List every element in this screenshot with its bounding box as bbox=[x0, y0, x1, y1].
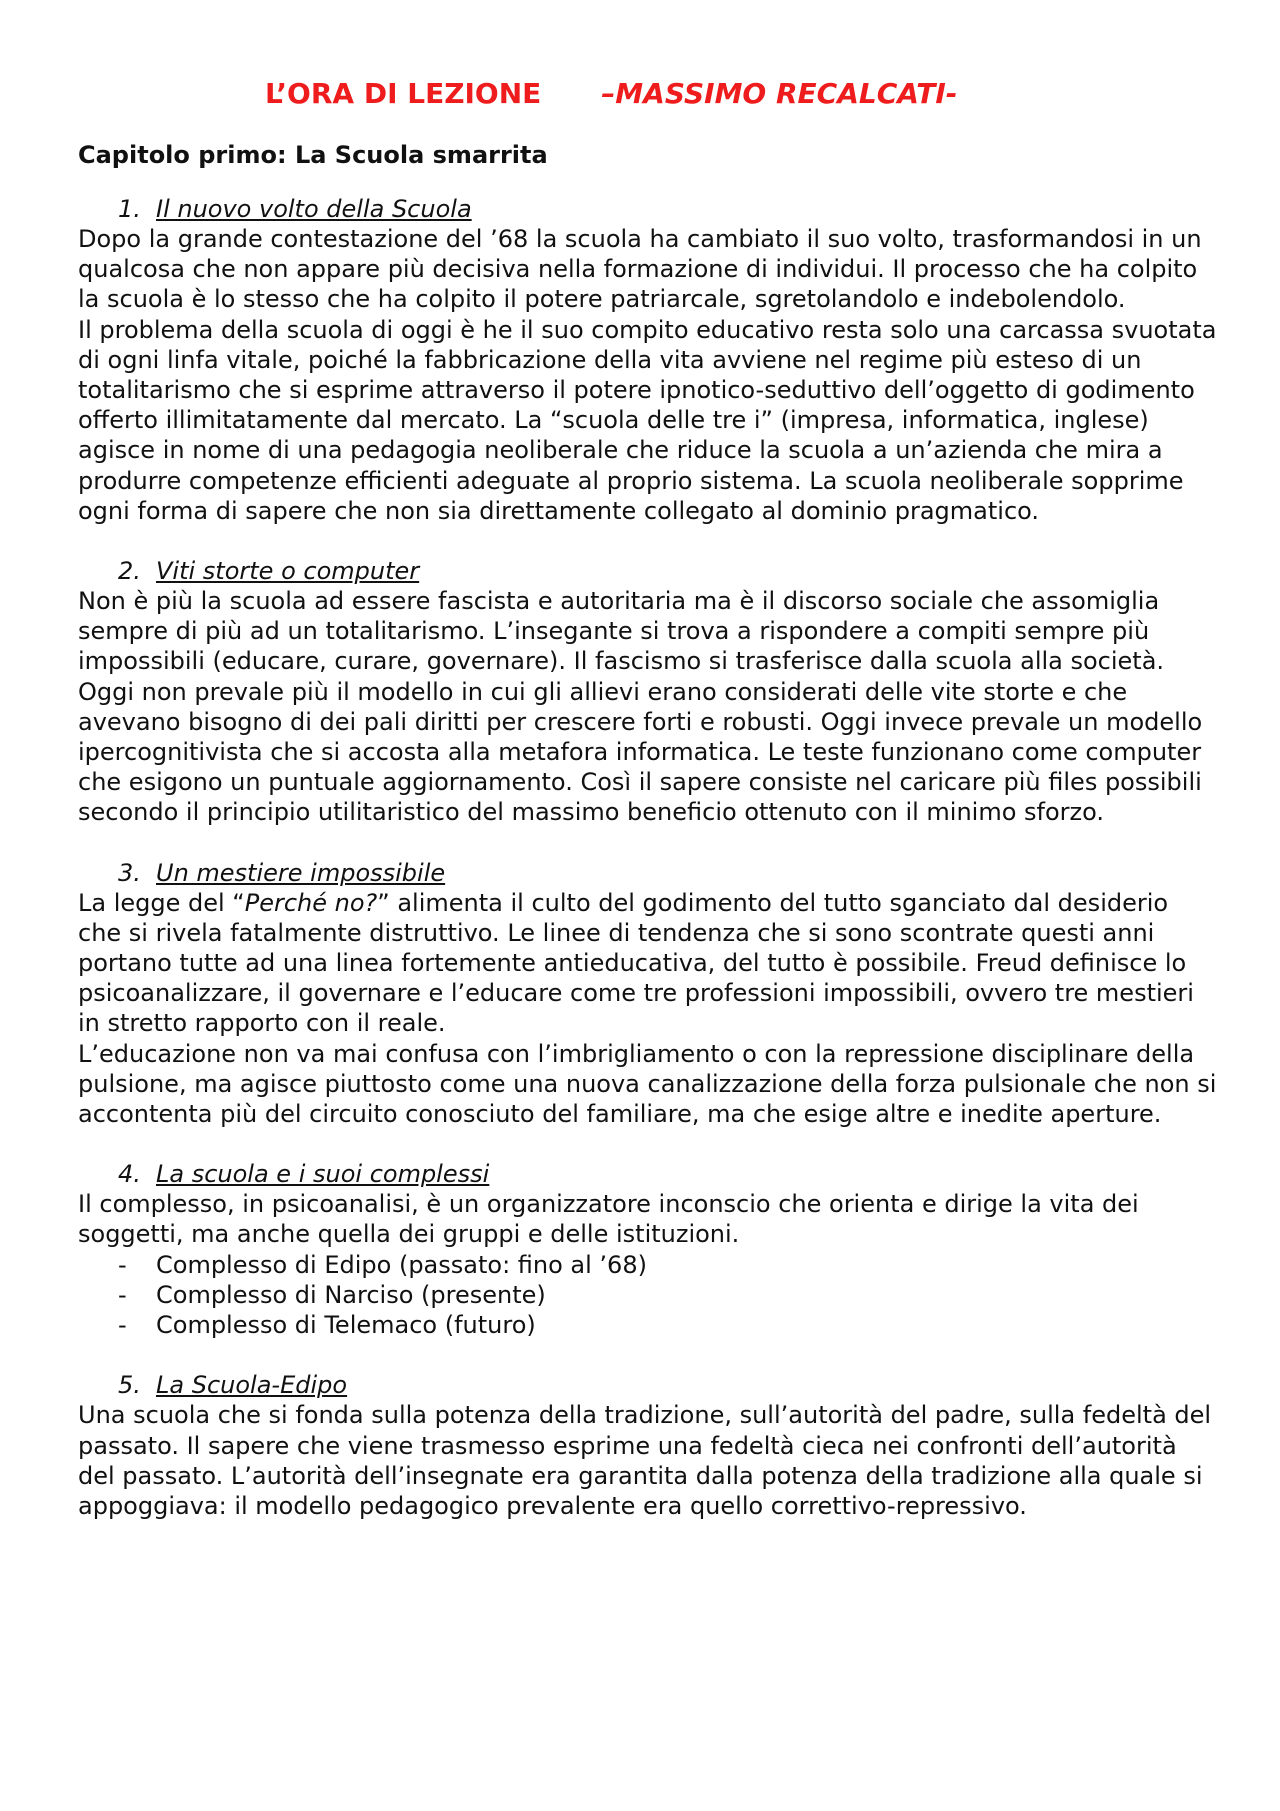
list-item bbox=[78, 1310, 1218, 1340]
chapter-heading: Capitolo primo: La Scuola smarrita bbox=[78, 141, 548, 169]
section-heading bbox=[78, 1370, 1218, 1400]
paragraph: Dopo la grande contestazione del ’68 la scuola ha cambiato il suo volto, trasformandosi in un qualcosa che non appare più decisiva nella formazione di individui. Il processo che ha colpito la scuola è lo stesso che ha colpito il potere patriarcale, sgretolandolo e indebolendolo. bbox=[78, 225, 1202, 314]
emphasis-text: Perché no? bbox=[244, 888, 378, 917]
title-author: –MASSIMO RECALCATI- bbox=[601, 77, 958, 110]
list-item-text: Complesso di Edipo (passato: fino al ’68) bbox=[156, 1250, 647, 1279]
list-item-text: Complesso di Narciso (presente) bbox=[156, 1280, 546, 1309]
section-1 bbox=[78, 194, 1218, 526]
document-title bbox=[78, 76, 1218, 112]
section-number: 3. bbox=[118, 858, 141, 887]
section-heading bbox=[78, 1159, 1218, 1189]
section-number: 2. bbox=[118, 557, 141, 586]
paragraph: Una scuola che si fonda sulla potenza della tradizione, sull’autorità del padre, sulla fedeltà del passato. Il sapere che viene trasmesso esprime una fedeltà cieca nei confronti dell’autorità del passato. L’autorità dell’insegnate era garantita dalla potenza della tradizione alla quale si appoggiava: il modello pedagogico prevalente era quello correttivo-repressivo. bbox=[78, 1401, 1212, 1520]
dash-bullet: - bbox=[118, 1280, 127, 1309]
list-item bbox=[78, 1280, 1218, 1310]
list-item-text: Complesso di Telemaco (futuro) bbox=[156, 1311, 536, 1340]
document-page bbox=[78, 76, 1218, 1551]
section-3 bbox=[78, 858, 1218, 1130]
section-heading bbox=[78, 556, 1218, 586]
list-item bbox=[78, 1250, 1218, 1280]
text-run: ” alimenta il culto del godimento del tutto sganciato dal desiderio che si rivela fatalmente distruttivo. Le linee di tendenza che si sono scontrate questi anni portano tutte ad una linea fortemente antieducativa, del tutto è possibile. Freud definisce lo psicoanalizzare, il governare e l’educare come tre professioni impossibili, ovvero tre mestieri in stretto rapporto con il reale. bbox=[78, 888, 1194, 1038]
section-number: 5. bbox=[118, 1371, 141, 1400]
dash-list bbox=[78, 1250, 1218, 1341]
paragraph: L’educazione non va mai confusa con l’imbrigliamento o con la repressione disciplinare della pulsione, ma agisce piuttosto come una nuova canalizzazione della forza pulsionale che non si accontenta più del circuito conosciuto del familiare, ma che esige altre e inedite aperture. bbox=[78, 1039, 1217, 1129]
title-main: L’ORA DI LEZIONE bbox=[265, 77, 542, 110]
text-run: La legge del “ bbox=[78, 888, 245, 917]
section-title: La Scuola-Edipo bbox=[156, 1371, 348, 1400]
paragraph bbox=[78, 888, 1218, 1039]
paragraph: Il complesso, in psicoanalisi, è un organizzatore inconscio che orienta e dirige la vita dei soggetti, ma anche quella dei gruppi e delle istituzioni. bbox=[78, 1190, 1139, 1249]
section-title: La scuola e i suoi complessi bbox=[156, 1160, 490, 1189]
section-number: 1. bbox=[118, 195, 141, 223]
dash-bullet: - bbox=[118, 1311, 127, 1340]
section-4 bbox=[78, 1159, 1218, 1340]
section-number: 4. bbox=[118, 1160, 141, 1189]
section-2 bbox=[78, 556, 1218, 828]
section-title: Viti storte o computer bbox=[156, 557, 420, 586]
paragraph: Non è più la scuola ad essere fascista e autoritaria ma è il discorso sociale che assomiglia sempre di più ad un totalitarismo. L’insegante si trova a rispondere a compiti sempre più impossibili (educare, curare, governare). Il fascismo si trasferisce dalla scuola alla società. Oggi non prevale più il modello in cui gli allievi erano considerati delle vite storte e che avevano bisogno di dei pali diritti per crescere forti e robusti. Oggi invece prevale un modello ipercognitivista che si accosta alla metafora informatica. Le teste funzionano come computer che esigono un puntuale aggiornamento. Così il sapere consiste nel caricare più files possibili secondo il principio utilitaristico del massimo beneficio ottenuto con il minimo sforzo. bbox=[78, 587, 1203, 827]
section-title: Il nuovo volto della Scuola bbox=[156, 195, 472, 223]
section-title: Un mestiere impossibile bbox=[156, 858, 446, 887]
paragraph: Il problema della scuola di oggi è he il suo compito educativo resta solo una carcassa svuotata di ogni linfa vitale, poiché la fabbricazione della vita avviene nel regime più esteso di un totalitarismo che si esprime attraverso il potere ipnotico-seduttivo dell’oggetto di godimento offerto illimitatamente dal mercato. La “scuola delle tre i” (impresa, informatica, inglese) agisce in nome di una pedagogia neoliberale che riduce la scuola a un’azienda che mira a produrre competenze efficienti adeguate al proprio sistema. La scuola neoliberale sopprime ogni forma di sapere che non sia direttamente collegato al dominio pragmatico. bbox=[78, 315, 1217, 525]
section-5 bbox=[78, 1370, 1218, 1521]
dash-bullet: - bbox=[118, 1250, 127, 1279]
section-heading bbox=[78, 858, 1218, 888]
section-heading bbox=[78, 194, 1218, 224]
